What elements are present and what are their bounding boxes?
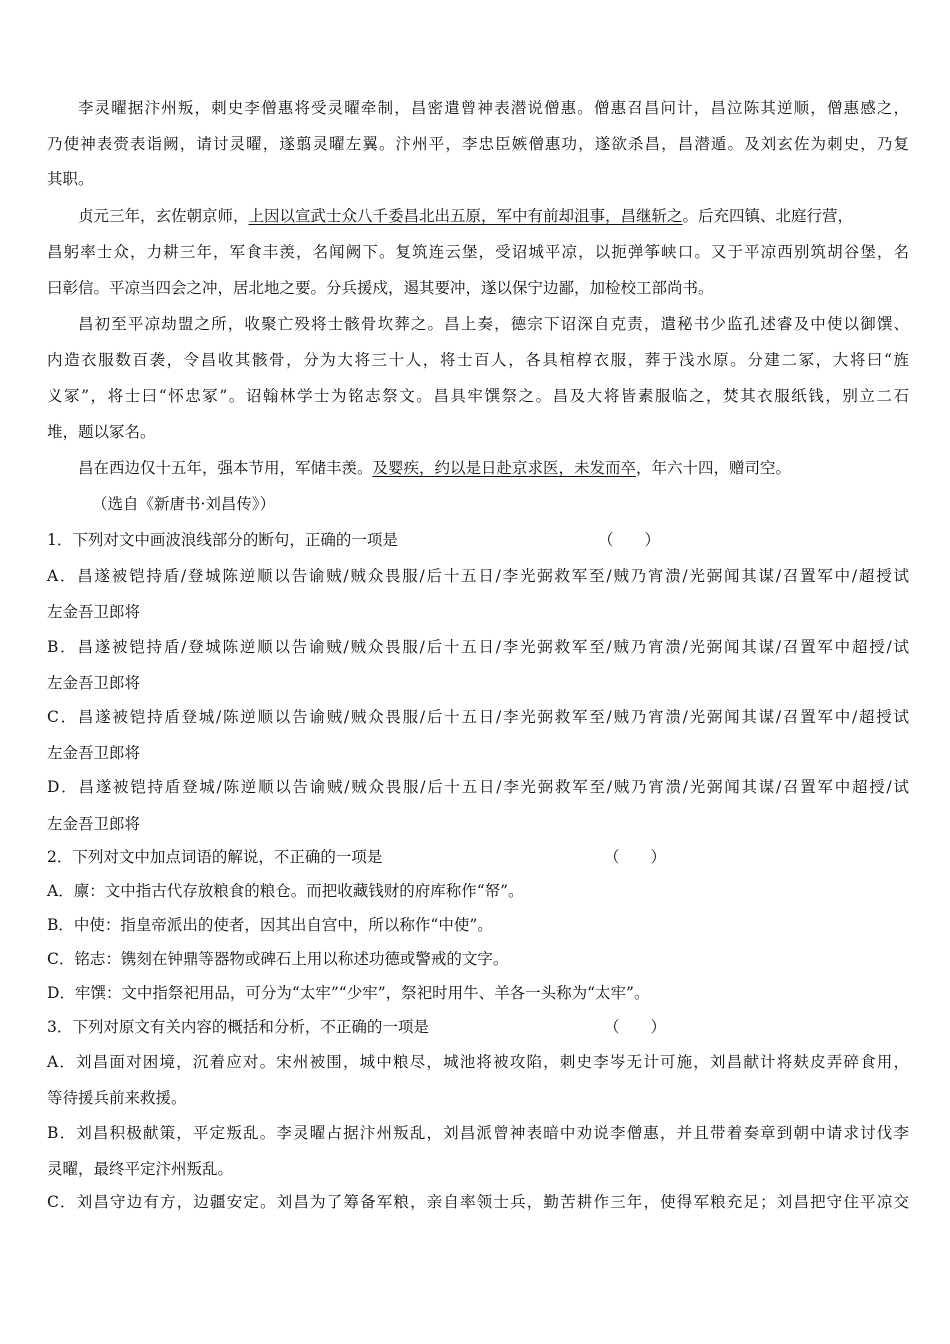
- passage-p4-pre: 昌在西边仅十五年，强本节用，军储丰羡。: [78, 459, 373, 477]
- question-1-option-d-line1: D．昌遂被铠持盾登城/陈逆顺以告谕贼/贼众畏服/后十五日/李光弼救军至/贼乃宵溃/光弼闻其谋/召置军中超授/试: [47, 778, 909, 796]
- question-2-bracket: （ ）: [604, 848, 667, 866]
- question-2-stem: 2．下列对文中加点词语的解说，不正确的一项是: [47, 848, 383, 866]
- question-2-option-a: A．廪：文中指古代存放粮食的粮仓。而把收藏钱财的府库称作“帑”。: [47, 882, 524, 900]
- question-1-bracket: （ ）: [598, 531, 661, 549]
- passage-p2-post: 。后充四镇、北庭行营，: [682, 207, 854, 225]
- question-1-option-b-line2: 左金吾卫郎将: [47, 674, 141, 692]
- passage-p2-line2: 昌躬率士众，力耕三年，军食丰羡，名闻阙下。复筑连云堡，受诏城平凉，以扼弹筝峡口。又于平凉西别筑胡谷堡，名: [47, 243, 909, 261]
- question-2-stem-row: [47, 846, 909, 868]
- question-3-option-c-line1: C．刘昌守边有方，边疆安定。刘昌为了筹备军粮，亲自率领士兵，勤苦耕作三年，使得军粮充足；刘昌把守住平凉交: [47, 1193, 909, 1211]
- question-3-stem-row: [47, 1016, 909, 1038]
- passage-p3-line2: 内造衣服数百袭，令昌收其骸骨，分为大将三十人，将士百人，各具棺椁衣服，葬于浅水原。分建二冢，大将曰“旌: [47, 351, 909, 369]
- question-1-option-a-line2: 左金吾卫郎将: [47, 603, 141, 621]
- question-2-option-b: B．中使：指皇帝派出的使者，因其出自宫中，所以称作“中使”。: [47, 916, 493, 934]
- passage-p1-line3: 其职。: [47, 170, 94, 188]
- passage-p1-line1: 李灵曜据汴州叛，刺史李僧惠将受灵曜牵制，昌密遣曾神表潜说僧惠。僧惠召昌问计，昌泣陈其逆顺，僧惠感之，: [78, 99, 909, 117]
- passage-p2-pre: 贞元三年，玄佐朝京师，: [78, 207, 249, 225]
- question-1-option-d-line2: 左金吾卫郎将: [47, 815, 141, 833]
- underlined-sentence-2: 及婴疾，约以是日赴京求医，未发而卒: [372, 459, 637, 477]
- question-3-option-b-line1: B．刘昌积极献策，平定叛乱。李灵曜占据汴州叛乱，刘昌派曾神表暗中劝说李僧惠，并且带着奏章到朝中请求讨伐李: [47, 1124, 909, 1142]
- question-2-option-c: C．铭志：镌刻在钟鼎等器物或碑石上用以称述功德或警戒的文字。: [47, 950, 509, 968]
- question-3-stem: 3．下列对原文有关内容的概括和分析，不正确的一项是: [47, 1018, 429, 1036]
- passage-p4-post: ，年六十四，赠司空。: [636, 459, 792, 477]
- passage-p2-line3: 曰彰信。平凉当四会之冲，居北地之要。分兵援戍，遏其要冲，遂以保宁边鄙，加检校工部尚书。: [47, 279, 714, 297]
- passage-p3-line3: 义冢”，将士曰“怀忠冢”。诏翰林学士为铭志祭文。昌具牢馔祭之。昌及大将皆素服临之，焚其衣服纸钱，别立二石: [47, 387, 909, 405]
- question-3-bracket: （ ）: [604, 1018, 667, 1036]
- passage-p3-line1: 昌初至平凉劫盟之所，收聚亡殁将士骸骨坎葬之。昌上奏，德宗下诏深自克责，遣秘书少监孔述睿及中使以御馔、: [78, 315, 909, 333]
- passage-p2-line1: [78, 205, 909, 227]
- question-3-option-a-line2: 等待援兵前来救援。: [47, 1089, 187, 1107]
- question-2-option-d: D．牢馔：文中指祭祀用品，可分为“太牢”“少牢”，祭祀时用牛、羊各一头称为“太牢”。: [47, 984, 650, 1002]
- question-3-option-a-line1: A．刘昌面对困境，沉着应对。宋州被围，城中粮尽，城池将被攻陷，刺史李岑无计可施，刘昌献计将麸皮弄碎食用，: [47, 1053, 909, 1071]
- question-3-option-b-line2: 灵曜，最终平定汴州叛乱。: [47, 1160, 234, 1178]
- passage-p1-line2: 乃使神表赍表诣阙，请讨灵曜，遂翦灵曜左翼。汴州平，李忠臣嫉僧惠功，遂欲杀昌，昌潜遁。及刘玄佐为刺史，乃复: [47, 135, 909, 153]
- passage-p3-line4: 堆，题以冢名。: [47, 423, 156, 441]
- passage-p4-line1: [78, 457, 909, 479]
- question-1-option-c-line1: C．昌遂被铠持盾登城/陈逆顺以告谕贼/贼众畏服/后十五日/李光弼救军至/贼乃宵溃/光弼闻其谋/召置军中/超授试: [47, 708, 909, 726]
- question-1-option-b-line1: B．昌遂被铠持盾/登城陈逆顺以告谕贼/贼众畏服/后十五日/李光弼救军至/贼乃宵溃/光弼闻其谋/召置军中超授/试: [47, 638, 909, 656]
- question-1-stem: 1．下列对文中画波浪线部分的断句，正确的一项是: [47, 531, 398, 549]
- question-1-option-c-line2: 左金吾卫郎将: [47, 744, 141, 762]
- passage-source: （选自《新唐书·刘昌传》）: [92, 495, 276, 513]
- question-1-stem-row: [47, 529, 909, 551]
- question-1-option-a-line1: A．昌遂被铠持盾/登城陈逆顺以告谕贼/贼众畏服/后十五日/李光弼救军至/贼乃宵溃/光弼闻其谋/召置军中/超授试: [47, 567, 909, 585]
- underlined-sentence-1: 上因以宣武士众八千委昌北出五原，军中有前却沮事，昌继斩之: [248, 207, 683, 225]
